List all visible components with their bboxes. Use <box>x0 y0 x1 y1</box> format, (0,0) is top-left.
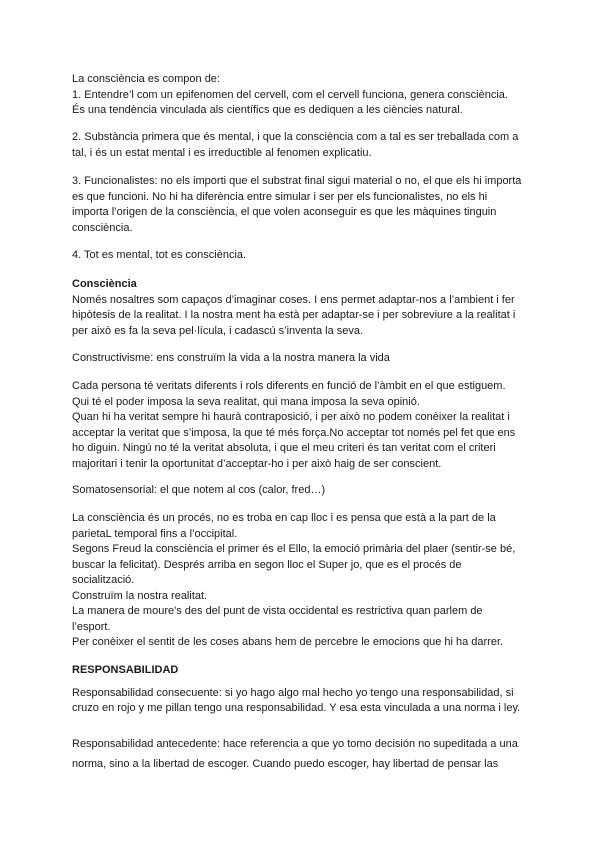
constructivisme-line: Constructivisme: ens construïm la vida a la nostra manera la vida <box>72 352 390 364</box>
proces-paragraph <box>72 511 538 651</box>
somatosensorial-line: Somatosensorial: el que notem al cos (calor, fred…) <box>72 484 326 496</box>
item-3-line: es que funcioni. No hi ha diferència entre simular i ser per els funcionalistes, no els hi <box>72 190 488 203</box>
veritats-line: Cada persona té veritats diferents i rols diferents en funció de l’àmbit en el que estiguem. <box>72 380 506 392</box>
item-2-line: tal, i és un estat mental i es irreductible al fenomen explicatiu. <box>72 146 372 159</box>
item-2-line: 2. Substància primera que és mental, i que la consciència com a tal es ser treballada com a <box>72 131 519 143</box>
somatosensorial-paragraph <box>72 483 538 499</box>
proces-line: La consciència és un procés, no es troba en cap lloc i es pensa que està a la part de la <box>72 512 496 524</box>
proces-line: l’esport. <box>72 620 111 633</box>
veritats-paragraph <box>72 379 538 472</box>
intro-heading: La consciència es compon de: <box>72 73 220 85</box>
proces-line: buscar la felicitat). Després arriba en segon lloc el Super jo, que es el procés de <box>72 558 462 571</box>
proces-line: Per conèixer el sentit de les coses abans hem de percebre le emocions que hi ha darrer. <box>72 636 504 648</box>
intro-line: És una tendència vinculada als científics que es dediquen a les ciències natural. <box>72 104 463 116</box>
veritats-line: acceptar la veritat que s’imposa, la que té més força.No acceptar tot només pel fet que ens <box>72 426 516 439</box>
proces-line: parietaL temporal fins a l’occipital. <box>72 527 238 540</box>
item-3-line: importa l’origen de la consciència, el que volen aconseguir es que les màquines tinguin <box>72 206 497 218</box>
antecedente-line: Responsabilidad antecedente: hace referencia a que yo tomo decisión no supeditada a una <box>72 738 518 750</box>
consciencia-heading: Consciència <box>72 278 137 290</box>
responsabilidad-section <box>72 663 538 717</box>
consecuente-line: cruzo en rojo y me pillan tengo una responsabilidad. Y esa esta vinculada a una norma i ley. <box>72 702 521 714</box>
consecuente-line: Responsabilidad consecuente: si yo hago algo mal hecho yo tengo una responsabilidad, si <box>72 686 514 699</box>
responsabilidad-heading: RESPONSABILIDAD <box>72 664 179 676</box>
consciencia-line: hipòtesis de la realitat. I la nostra ment ha està per adaptar-se i per sobreviure a la realitat i <box>72 309 516 321</box>
veritats-line: ho diguin. Ningú no té la veritat absoluta, i que el meu criteri és tan veritat com el criteri <box>72 442 496 454</box>
item-3-paragraph <box>72 174 538 236</box>
consciencia-line: per això es fa la seva pel·lícula, i cadascú s’inventa la seva. <box>72 324 364 337</box>
consciencia-section <box>72 277 538 339</box>
intro-paragraph <box>72 72 538 119</box>
item-3-line: 3. Funcionalistes: no els importi que el substrat final sigui material o no, el que els hi importa <box>72 175 522 187</box>
veritats-line: majoritari i tenir la oportunitat d’acceptar-ho i per això haig de ser conscient. <box>72 457 442 470</box>
veritats-line: Qui té el poder imposa la seva realitat, qui mana imposa la seva opinió. <box>72 395 420 408</box>
antecedente-paragraph <box>72 737 538 772</box>
antecedente-line: norma, sino a la libertad de escoger. Cuando puedo escoger, hay libertad de pensar las <box>72 757 499 770</box>
constructivisme-paragraph <box>72 351 538 367</box>
proces-line: La manera de moure's des del punt de vista occidental es restrictiva quan parlem de <box>72 605 483 617</box>
consciencia-line: Només nosaltres som capaços d’imaginar coses. I ens permet adaptar-nos a l’ambient i fer <box>72 293 515 306</box>
item-3-line: consciència. <box>72 221 133 234</box>
item-4-line: 4. Tot es mental, tot es consciència. <box>72 249 247 261</box>
proces-line: socialització. <box>72 574 135 586</box>
item-4-paragraph <box>72 248 538 264</box>
proces-line: Segons Freud la consciència el primer és el Ello, la emoció primària del plaer (sentir-se bé, <box>72 543 516 555</box>
proces-line: Construïm la nostra realitat. <box>72 589 208 602</box>
veritats-line: Quan hi ha veritat sempre hi haurà contraposició, i per això no podem conèixer la realitat i <box>72 411 510 423</box>
item-2-paragraph <box>72 130 538 161</box>
intro-line: 1. Entendre’l com un epifenomen del cervell, com el cervell funciona, genera consciència. <box>72 88 508 101</box>
